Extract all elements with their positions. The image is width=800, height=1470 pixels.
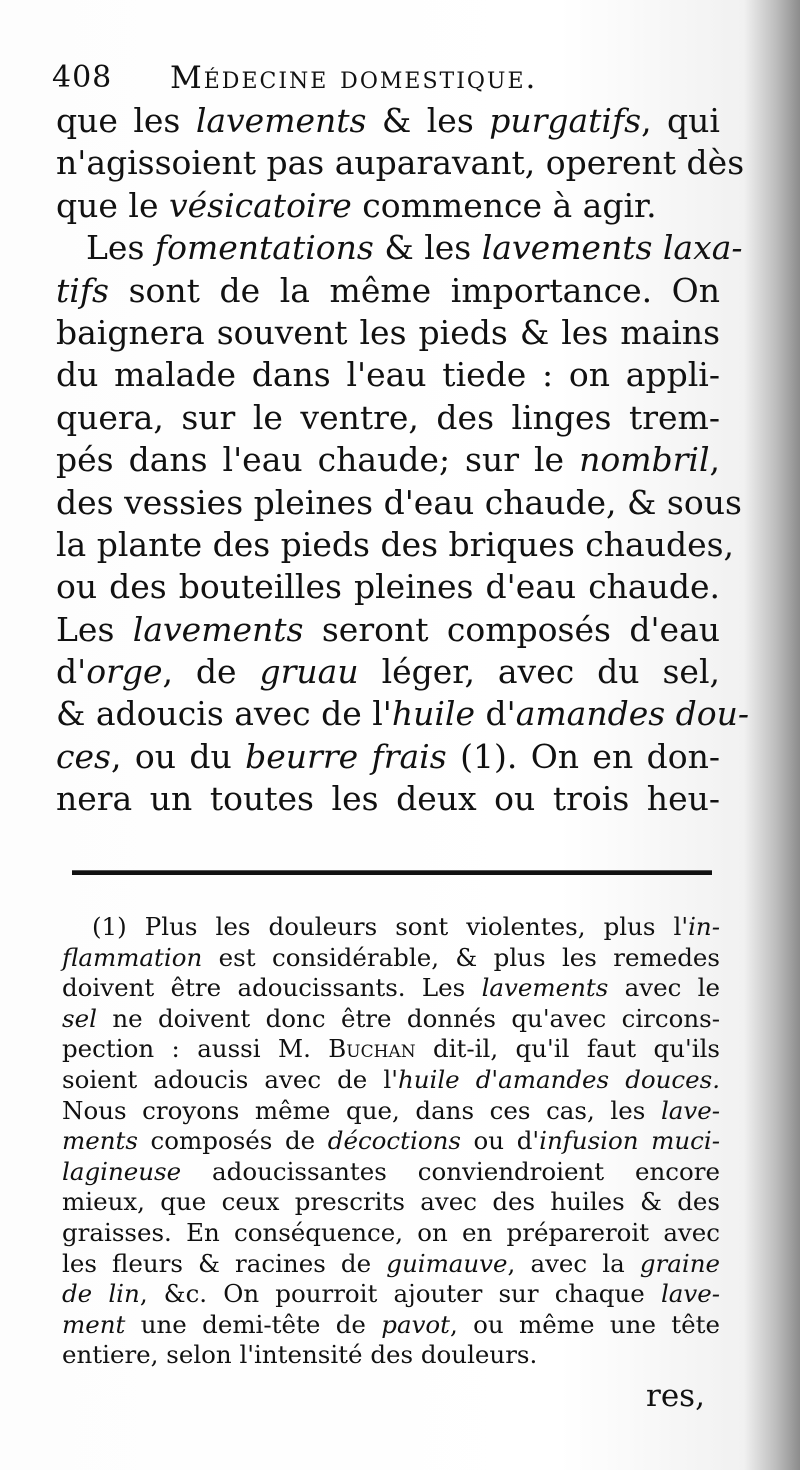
footnote-text-run: doivent être adoucissants. Les [62,973,482,1003]
main-text-run: orge [86,652,163,692]
footnote-text-run: , &c. On pourroit ajouter sur chaque [139,1279,661,1309]
footnote-text-run: flammation [62,942,203,972]
main-text-run: , [709,440,720,480]
footnote-line [62,1096,720,1127]
footnote-line [62,1034,720,1065]
page-number: 408 [52,60,113,95]
footnote-line [62,1157,720,1188]
page-header [52,52,732,100]
footnote-text-run: mieux, que ceux prescrits avec des huiles & des [62,1187,720,1217]
main-text-run: pés dans l'eau chaude; sur le [56,440,580,480]
footnote-text-run: sel [62,1003,97,1033]
main-text-run: nera un toutes les deux ou trois heu- [56,779,720,819]
running-title: Médecine domestique. [170,60,538,96]
footnote-text-run: ne doivent donc être donnés qu'avec circons- [96,1003,720,1033]
footnote-text-run: lave- [660,1279,721,1309]
main-line [56,778,720,820]
main-text-run: sont de la même importance. On [108,270,720,310]
footnote-text-run: infusion muci- [539,1126,720,1156]
footnote-text-run: guimauve [386,1248,508,1278]
main-text-run: lavements [132,609,304,649]
main-text-run: , ou du [110,736,246,776]
main-text-run: n'agissoient pas auparavant, operent dès [56,143,745,183]
footnote-line [62,1310,720,1341]
main-line [56,227,743,269]
footnote-text-run: adoucissantes conviendroient encore [181,1156,720,1186]
footnote-text-run: , ou même une tête [450,1309,720,1339]
main-text-run: & les [373,228,482,268]
main-text-run: fomentations [154,228,374,268]
main-text-run: & les [366,101,490,140]
footnote-text-run: lave- [660,1095,720,1125]
main-text-run: lavements [195,101,367,140]
main-text-run: tifs [56,270,109,310]
footnote-text-run: huile d'amandes douces. [397,1064,720,1094]
footnote-text-run: ou d' [460,1126,540,1156]
main-text-run: d' [475,694,516,734]
main-text-run: , de [162,652,260,692]
main-line [56,312,720,354]
footnote-text-run: les fleurs & racines de [62,1248,387,1278]
main-line [56,100,720,142]
footnote-text-run: ment [62,1309,126,1339]
main-text-run: , qui [641,101,720,140]
footnote-text-run: graisses. En conséquence, on en prépareroit avec [62,1217,720,1247]
main-text-run: léger, avec du sel, [358,652,720,692]
footnote-text-run: une demi-tête de [125,1309,382,1339]
main-line [56,354,720,396]
footnote-text-run: Nous croyons même que, dans ces cas, les [62,1095,661,1125]
main-line [56,482,742,524]
main-text-run: Les [56,609,133,649]
footnote-line [62,1249,720,1280]
main-text-run: amandes dou- [515,694,750,734]
footnote-text-run: soient adoucis avec de l' [62,1064,398,1094]
footnote-line [62,1065,720,1096]
main-text-run: des vessies pleines d'eau chaude, & sous [56,482,742,522]
footnote-separator-rule [72,870,712,875]
footnote-text-run: pection : aussi M. [62,1034,329,1064]
main-line [56,736,720,778]
footnote [62,912,720,1371]
main-line [56,524,735,566]
main-text-run: ou des bouteilles pleines d'eau chaude. [56,567,720,607]
footnote-text-run: décoctions [327,1126,461,1156]
main-text-run: ces [56,736,111,776]
footnote-text-run: lagineuse [62,1156,182,1186]
footnote-text-run: entiere, selon l'intensité des douleurs. [62,1340,538,1370]
main-line [56,142,745,184]
footnote-text-run: avec le [608,973,720,1003]
main-text-run: du malade dans l'eau tiede : on appli- [56,355,720,395]
main-text-run: (1). On en don- [446,736,720,776]
footnote-line [62,1340,720,1371]
main-text-run: la plante des pieds des briques chaudes, [56,524,735,564]
main-text-run: seront composés d'eau [303,609,720,649]
footnote-line [62,1126,720,1157]
footnote-text-run: est considérable, & plus les remedes [202,942,720,972]
main-text-run: d' [56,652,87,692]
footnote-line [62,1279,720,1310]
main-text-run: que les [56,101,196,140]
footnote-text-run: lavements [481,973,609,1003]
main-line [56,439,720,481]
footnote-text-run: , avec la [507,1248,640,1278]
footnote-text-run: in- [688,912,720,941]
main-text-run: lavements laxa- [481,228,743,268]
footnote-text-run: pavot [381,1309,451,1339]
main-line [56,693,750,735]
footnote-text-run: dit-il, qu'il faut qu'ils [415,1034,720,1064]
main-line [56,609,720,651]
footnote-text-run: ments [62,1126,138,1156]
main-text-run: gruau [259,652,359,692]
main-text [56,100,750,821]
main-line [56,397,720,439]
footnote-text-run: de lin [62,1279,140,1309]
main-text-run: baignera souvent les pieds & les mains [56,312,720,352]
footnote-text-run: (1) Plus les douleurs sont violentes, plus l' [92,912,689,941]
main-text-run: huile [391,694,475,734]
main-text-run: & adoucis avec de l' [56,694,392,734]
footnote-line [62,1004,720,1035]
catchword: res, [646,1378,705,1414]
main-text-run: commence à agir. [351,185,657,225]
footnote-line [62,912,720,943]
main-text-run: Les [86,228,155,268]
main-text-run: nombril [579,440,710,480]
main-line [56,270,720,312]
main-text-run: vésicatoire [168,185,352,225]
main-line [56,185,720,227]
main-text-run: que le [56,185,169,225]
footnote-line [62,1187,720,1218]
main-text-run: purgatifs [489,101,642,140]
footnote-line [62,1218,720,1249]
main-line [56,566,720,608]
main-text-run: quera, sur le ventre, des linges trem- [56,397,720,437]
main-text-run: beurre frais [245,736,447,776]
footnote-text-run: Buchan [328,1034,416,1064]
footnote-line [62,973,720,1004]
main-line [56,651,720,693]
footnote-text-run: composés de [137,1126,328,1156]
footnote-line [62,943,720,974]
footnote-text-run: graine [639,1248,720,1278]
